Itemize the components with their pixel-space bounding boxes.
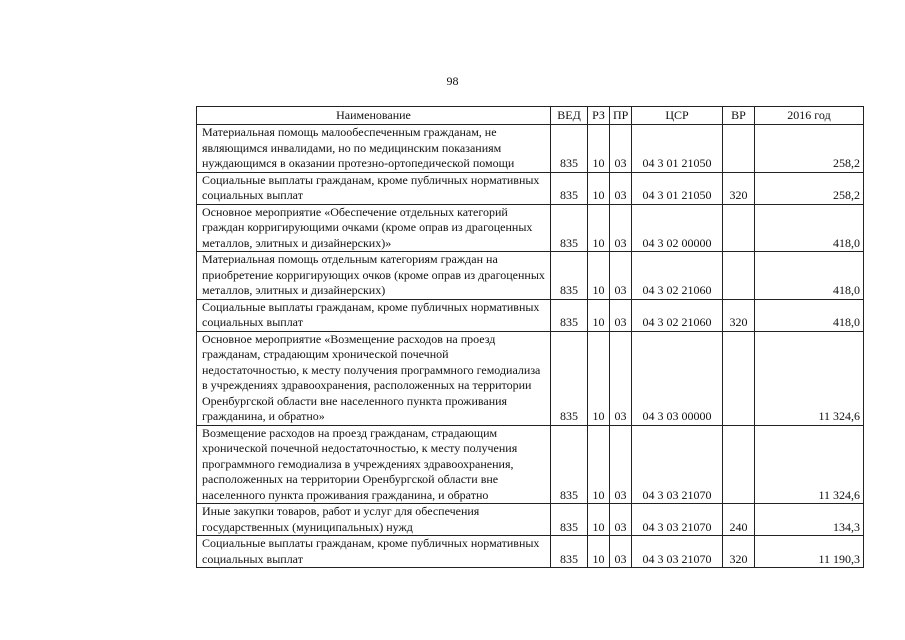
row-amount: 11 324,6	[755, 331, 864, 425]
row-name: Социальные выплаты гражданам, кроме публичных нормативных социальных выплат	[197, 299, 551, 331]
table-row	[197, 125, 864, 173]
row-ved: 835	[551, 425, 588, 504]
table-row	[197, 536, 864, 568]
row-name: Материальная помощь малообеспеченным гражданам, не являющимся инвалидами, но по медицинским показаниям нуждающимся в оказании протезно-ортопедической помощи	[197, 125, 551, 173]
row-amount: 258,2	[755, 125, 864, 173]
row-csr: 04 3 02 21060	[632, 299, 723, 331]
row-rz: 10	[588, 331, 610, 425]
row-vr	[723, 252, 755, 300]
row-ved: 835	[551, 331, 588, 425]
row-name: Иные закупки товаров, работ и услуг для обеспечения государственных (муниципальных) нужд	[197, 504, 551, 536]
row-vr	[723, 425, 755, 504]
row-vr: 240	[723, 504, 755, 536]
row-pr: 03	[610, 125, 632, 173]
row-csr: 04 3 01 21050	[632, 125, 723, 173]
row-ved: 835	[551, 252, 588, 300]
row-name: Основное мероприятие «Возмещение расходов на проезд гражданам, страдающим хронической почечной недостаточностью, к месту получения программного гемодиализа в учреждениях здравоохранения, расположенных на территории Оренбургской области вне населенного пункта проживания гражданина, и обратно»	[197, 331, 551, 425]
row-pr: 03	[610, 172, 632, 204]
row-rz: 10	[588, 299, 610, 331]
row-ved: 835	[551, 172, 588, 204]
row-pr: 03	[610, 331, 632, 425]
row-vr: 320	[723, 172, 755, 204]
row-amount: 418,0	[755, 204, 864, 252]
table-row	[197, 252, 864, 300]
header-rz: РЗ	[588, 107, 610, 125]
row-rz: 10	[588, 125, 610, 173]
row-rz: 10	[588, 504, 610, 536]
row-csr: 04 3 03 21070	[632, 536, 723, 568]
row-vr	[723, 331, 755, 425]
row-name: Возмещение расходов на проезд гражданам, страдающим хронической почечной недостаточностью, к месту получения программного гемодиализа в учреждениях здравоохранения, расположенных на территории Оренбургской области вне населенного пункта проживания гражданина, и обратно	[197, 425, 551, 504]
row-amount: 418,0	[755, 252, 864, 300]
row-name: Основное мероприятие «Обеспечение отдельных категорий граждан корригирующими очками (кроме оправ из драгоценных металлов, элитных и дизайнерских)»	[197, 204, 551, 252]
row-name: Социальные выплаты гражданам, кроме публичных нормативных социальных выплат	[197, 172, 551, 204]
table-row	[197, 331, 864, 425]
row-rz: 10	[588, 536, 610, 568]
header-csr: ЦСР	[632, 107, 723, 125]
table-row	[197, 172, 864, 204]
row-rz: 10	[588, 252, 610, 300]
row-amount: 418,0	[755, 299, 864, 331]
row-pr: 03	[610, 299, 632, 331]
row-pr: 03	[610, 425, 632, 504]
row-csr: 04 3 02 00000	[632, 204, 723, 252]
header-year: 2016 год	[755, 107, 864, 125]
table-row	[197, 299, 864, 331]
row-vr: 320	[723, 536, 755, 568]
page-number: 98	[446, 74, 459, 88]
row-ved: 835	[551, 504, 588, 536]
row-rz: 10	[588, 204, 610, 252]
row-amount: 11 190,3	[755, 536, 864, 568]
row-ved: 835	[551, 125, 588, 173]
row-csr: 04 3 03 21070	[632, 504, 723, 536]
header-ved: ВЕД	[551, 107, 588, 125]
row-name: Материальная помощь отдельным категориям граждан на приобретение корригирующих очков (кроме оправ из драгоценных металлов, элитных и дизайнерских)	[197, 252, 551, 300]
budget-table	[196, 106, 864, 568]
row-vr	[723, 204, 755, 252]
row-vr	[723, 125, 755, 173]
table-row	[197, 425, 864, 504]
table-row	[197, 204, 864, 252]
row-ved: 835	[551, 299, 588, 331]
row-amount: 258,2	[755, 172, 864, 204]
row-csr: 04 3 03 21070	[632, 425, 723, 504]
row-vr: 320	[723, 299, 755, 331]
row-ved: 835	[551, 204, 588, 252]
row-ved: 835	[551, 536, 588, 568]
header-row	[197, 107, 864, 125]
header-vr: ВР	[723, 107, 755, 125]
row-csr: 04 3 01 21050	[632, 172, 723, 204]
row-rz: 10	[588, 425, 610, 504]
row-name: Социальные выплаты гражданам, кроме публичных нормативных социальных выплат	[197, 536, 551, 568]
row-csr: 04 3 02 21060	[632, 252, 723, 300]
header-pr: ПР	[610, 107, 632, 125]
row-pr: 03	[610, 252, 632, 300]
table-row	[197, 504, 864, 536]
row-pr: 03	[610, 204, 632, 252]
row-pr: 03	[610, 504, 632, 536]
row-pr: 03	[610, 536, 632, 568]
header-name: Наименование	[197, 107, 551, 125]
row-amount: 134,3	[755, 504, 864, 536]
row-amount: 11 324,6	[755, 425, 864, 504]
row-csr: 04 3 03 00000	[632, 331, 723, 425]
row-rz: 10	[588, 172, 610, 204]
